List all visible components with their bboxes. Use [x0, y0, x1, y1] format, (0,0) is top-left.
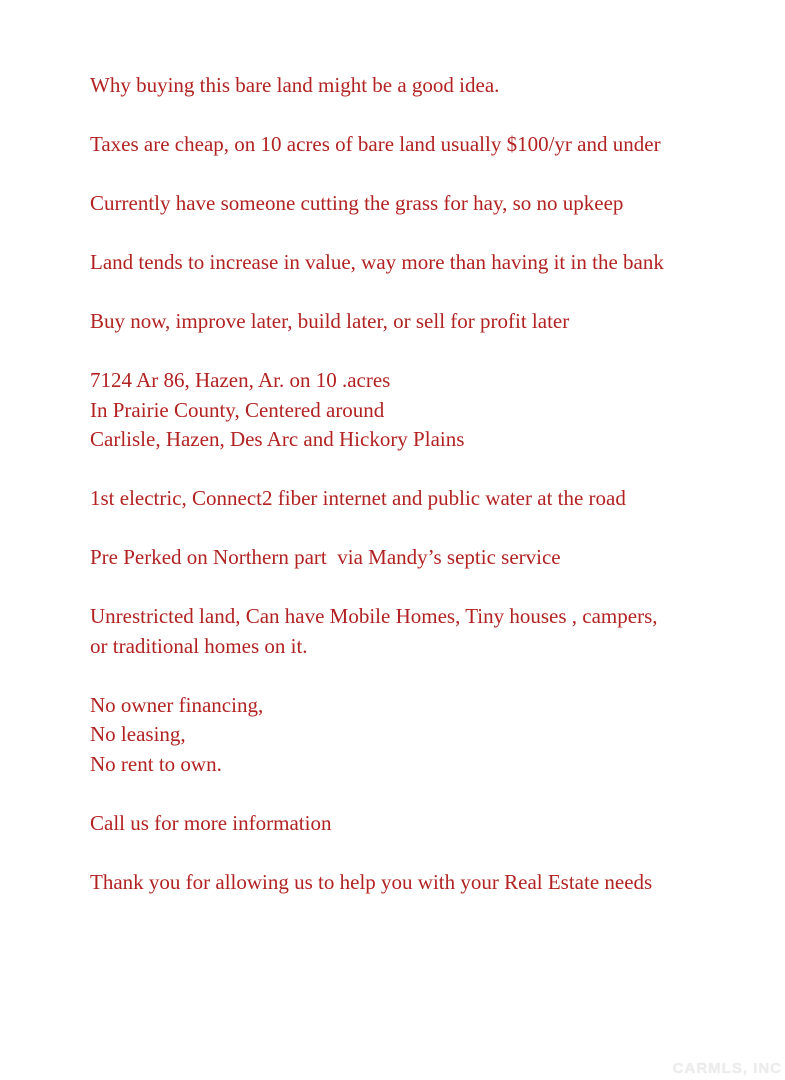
text-paragraph: [90, 868, 775, 898]
text-paragraph: [90, 71, 775, 101]
text-paragraph: [90, 602, 775, 661]
text-paragraph: [90, 130, 775, 160]
text-paragraph: [90, 248, 775, 278]
text-paragraph: [90, 484, 775, 514]
text-paragraph: [90, 809, 775, 839]
text-line: or traditional homes on it.: [90, 633, 308, 658]
document-body: [90, 71, 775, 927]
text-line: No owner financing,: [90, 692, 264, 717]
text-paragraph: [90, 543, 775, 573]
text-paragraph: [90, 189, 775, 219]
text-line: Carlisle, Hazen, Des Arc and Hickory Plains: [90, 427, 465, 451]
text-line: Currently have someone cutting the grass for hay, so no upkeep: [90, 191, 624, 215]
text-line: Pre Perked on Northern part via Mandy’s septic service: [90, 545, 561, 569]
text-line: Land tends to increase in value, way more than having it in the bank: [90, 250, 664, 274]
text-paragraph: [90, 366, 775, 455]
text-line: 7124 Ar 86, Hazen, Ar. on 10 .acres: [90, 368, 391, 392]
text-line: Taxes are cheap, on 10 acres of bare land usually $100/yr and under: [90, 132, 661, 156]
text-line: Unrestricted land, Can have Mobile Homes, Tiny houses , campers,: [90, 604, 658, 628]
text-paragraph: [90, 691, 775, 780]
text-line: Call us for more information: [90, 810, 332, 835]
text-paragraph: [90, 307, 775, 337]
text-line: Buy now, improve later, build later, or sell for profit later: [90, 309, 570, 333]
text-line: Thank you for allowing us to help you with your Real Estate needs: [90, 869, 653, 894]
watermark: CARMLS, INC: [672, 1060, 782, 1077]
text-line: No rent to own.: [90, 751, 222, 776]
text-line: Why buying this bare land might be a good idea.: [90, 73, 500, 97]
text-line: No leasing,: [90, 722, 186, 746]
text-line: 1st electric, Connect2 fiber internet and public water at the road: [90, 486, 626, 510]
text-line: In Prairie County, Centered around: [90, 397, 385, 422]
